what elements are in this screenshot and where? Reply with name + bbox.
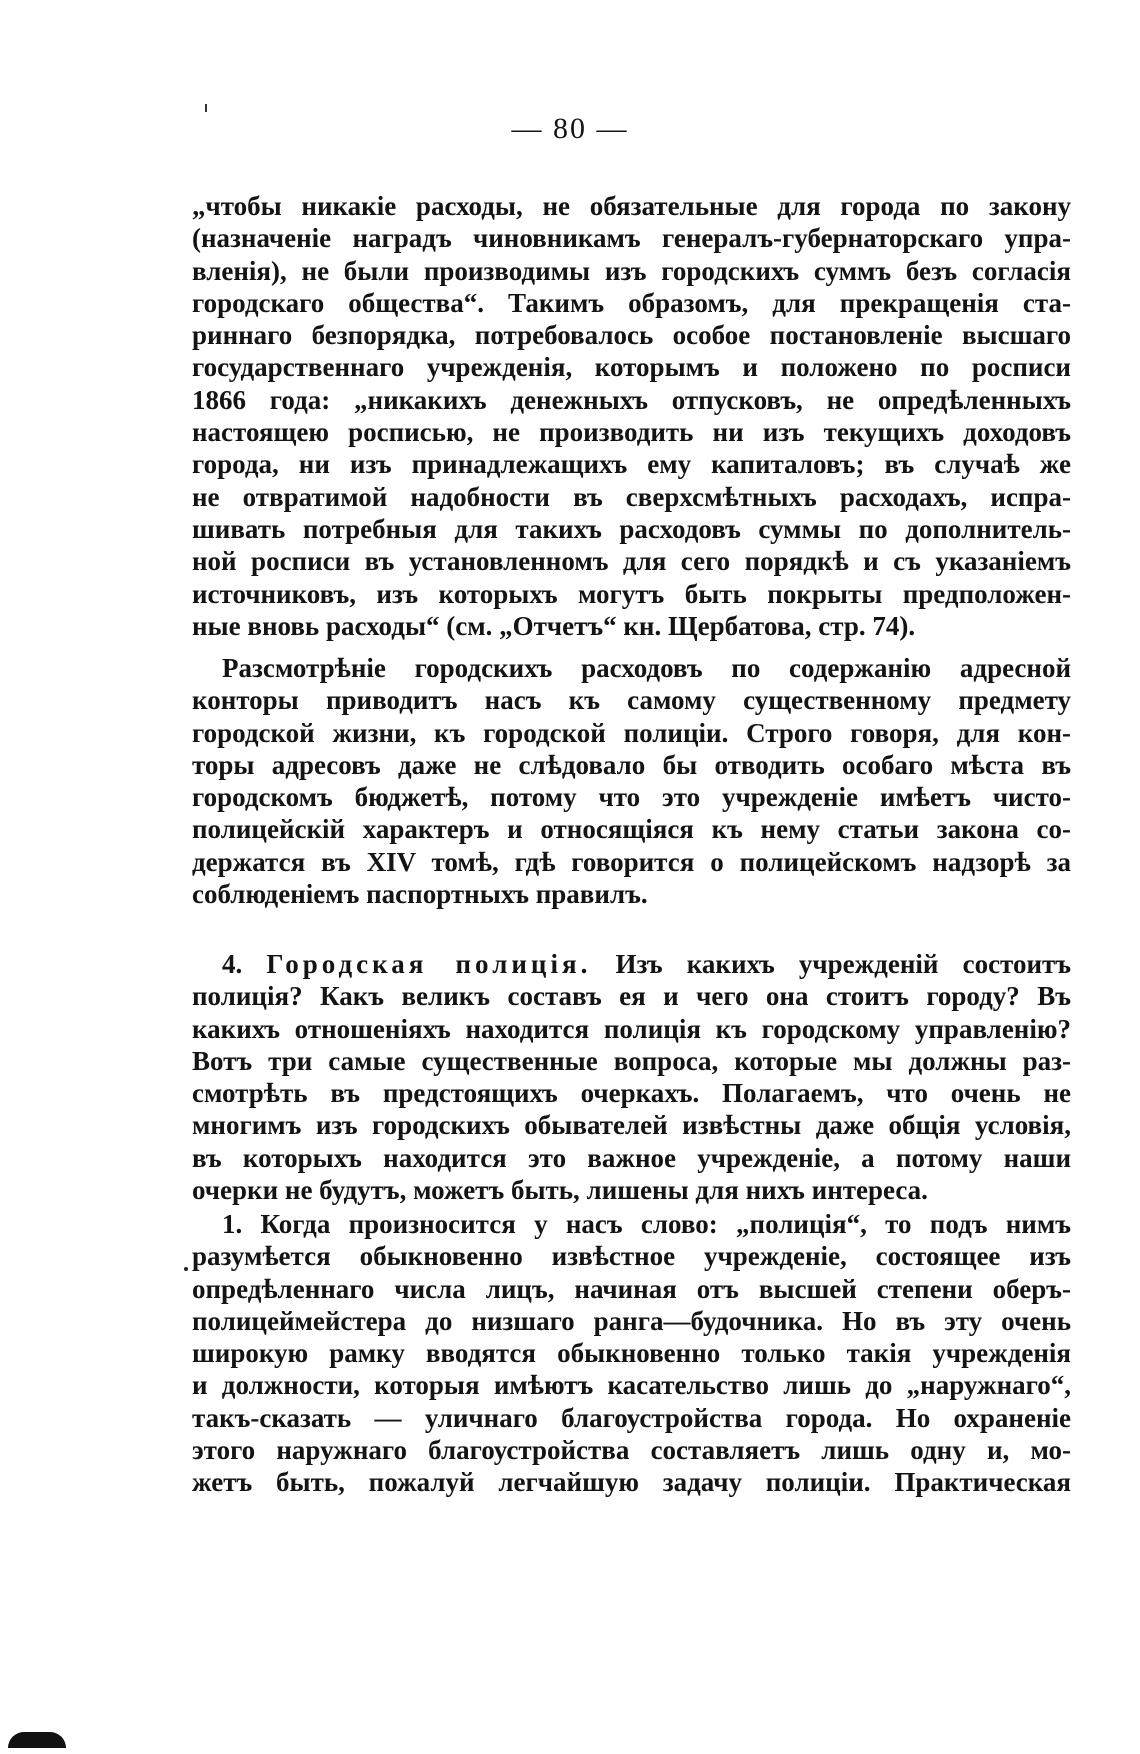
text-line: „чтобы никакіе расходы, не обязательные для города по закону bbox=[192, 191, 1071, 221]
text-line: ные вновь расходы“ (см. „Отчетъ“ кн. Щербатова, стр. 74). bbox=[192, 610, 916, 641]
section-number: 4. bbox=[222, 949, 243, 979]
ink-dot bbox=[184, 1267, 188, 1271]
text-line: полицейскій характеръ и относящіяся къ нему статьи закона со- bbox=[192, 814, 1071, 845]
text-line: источниковъ, изъ которыхъ могутъ быть покрыты предположен- bbox=[192, 578, 1071, 609]
text-line: (назначеніе наградъ чиновникамъ генералъ-губернаторскаго упра- bbox=[192, 223, 1071, 254]
text-line: города, ни изъ принадлежащихъ ему капиталовъ; въ случаѣ же bbox=[192, 449, 1071, 480]
text-line: 1. Когда произносится у насъ слово: „полиція“, то подъ нимъ bbox=[222, 1209, 1071, 1239]
text-line: Вотъ три самые существенные вопроса, которые мы должны раз- bbox=[192, 1045, 1071, 1076]
text-line: риннаго безпорядка, потребовалось особое постановленіе высшаго bbox=[192, 320, 1071, 351]
text-line: 1866 года: „никакихъ денежныхъ отпусковъ, не опредѣленныхъ bbox=[192, 384, 1071, 415]
page-number: — 80 — bbox=[511, 112, 629, 145]
text-line: соблюденіемъ паспортныхъ правилъ. bbox=[192, 879, 648, 910]
text-line: городскомъ бюджетѣ, потому что это учрежденіе имѣетъ чисто- bbox=[192, 782, 1071, 813]
section-title: Городская полиція. bbox=[266, 949, 592, 979]
scan-edge-artifact bbox=[8, 1732, 66, 1748]
text-line: смотрѣть въ предстоящихъ очеркахъ. Полагаемъ, что очень не bbox=[192, 1078, 1071, 1109]
text-line: конторы приводитъ насъ къ самому существенному предмету bbox=[192, 685, 1071, 716]
text-line: и должности, которыя имѣютъ касательство лишь до „наружнаго“, bbox=[192, 1370, 1071, 1401]
paragraph-4 bbox=[192, 1208, 1071, 1499]
text-line: опредѣленнаго числа лицъ, начиная отъ высшей степени оберъ- bbox=[192, 1273, 1071, 1304]
text-line: очерки не будутъ, можетъ быть, лишены для нихъ интереса. bbox=[192, 1175, 928, 1206]
ink-speck bbox=[205, 104, 207, 112]
text-line: настоящею росписью, не производить ни изъ текущихъ доходовъ bbox=[192, 417, 1071, 448]
text-line: этого наружнаго благоустройства составляетъ лишь одну и, мо- bbox=[192, 1435, 1071, 1466]
text-line: многимъ изъ городскихъ обывателей извѣстны даже общія условія, bbox=[192, 1110, 1071, 1141]
section-first-line-text: Изъ какихъ учрежденій состоитъ bbox=[615, 949, 1072, 979]
text-line: городской жизни, къ городской полиціи. Строго говоря, для кон- bbox=[192, 717, 1071, 748]
text-line: какихъ отношеніяхъ находится полиція къ городскому управленію? bbox=[192, 1013, 1071, 1044]
text-line: такъ-сказать — уличнаго благоустройства города. Но охраненіе bbox=[192, 1402, 1071, 1433]
text-line: шивать потребныя для такихъ расходовъ суммы по дополнитель- bbox=[192, 513, 1071, 544]
text-line: широкую рамку вводятся обыкновенно только такія учрежденія bbox=[192, 1338, 1071, 1369]
text-line: торы адресовъ даже не слѣдовало бы отводить особаго мѣста въ bbox=[192, 749, 1071, 780]
paragraph-1 bbox=[192, 190, 1071, 642]
text-line: не отвратимой надобности въ сверхсмѣтныхъ расходахъ, испра- bbox=[192, 481, 1071, 512]
text-line: полицеймейстера до низшаго ранга—будочника. Но въ эту очень bbox=[192, 1305, 1071, 1336]
text-line: жетъ быть, пожалуй легчайшую задачу полиціи. Практическая bbox=[192, 1467, 1071, 1498]
section-4 bbox=[192, 948, 1071, 1206]
text-line: полиція? Какъ великъ составъ ея и чего она стоитъ городу? Въ bbox=[192, 981, 1071, 1012]
text-line: въ которыхъ находится это важное учрежденіе, а потому наши bbox=[192, 1142, 1071, 1173]
paragraph-2 bbox=[192, 652, 1071, 910]
text-line: вленія), не были производимы изъ городскихъ суммъ безъ согласія bbox=[192, 255, 1071, 286]
text-line: держатся въ XIV томѣ, гдѣ говорится о полицейскомъ надзорѣ за bbox=[192, 846, 1071, 877]
section-heading-line bbox=[192, 948, 1071, 980]
text-line: государственнаго учрежденія, которымъ и положено по росписи bbox=[192, 352, 1071, 383]
text-line: Разсмотрѣніе городскихъ расходовъ по содержанію адресной bbox=[222, 653, 1071, 683]
text-line: разумѣется обыкновенно извѣстное учрежденіе, состоящее изъ bbox=[192, 1241, 1071, 1272]
text-line: городскаго общества“. Такимъ образомъ, для прекращенія ста- bbox=[192, 287, 1071, 318]
text-line: ной росписи въ установленномъ для сего порядкѣ и съ указаніемъ bbox=[192, 546, 1071, 577]
